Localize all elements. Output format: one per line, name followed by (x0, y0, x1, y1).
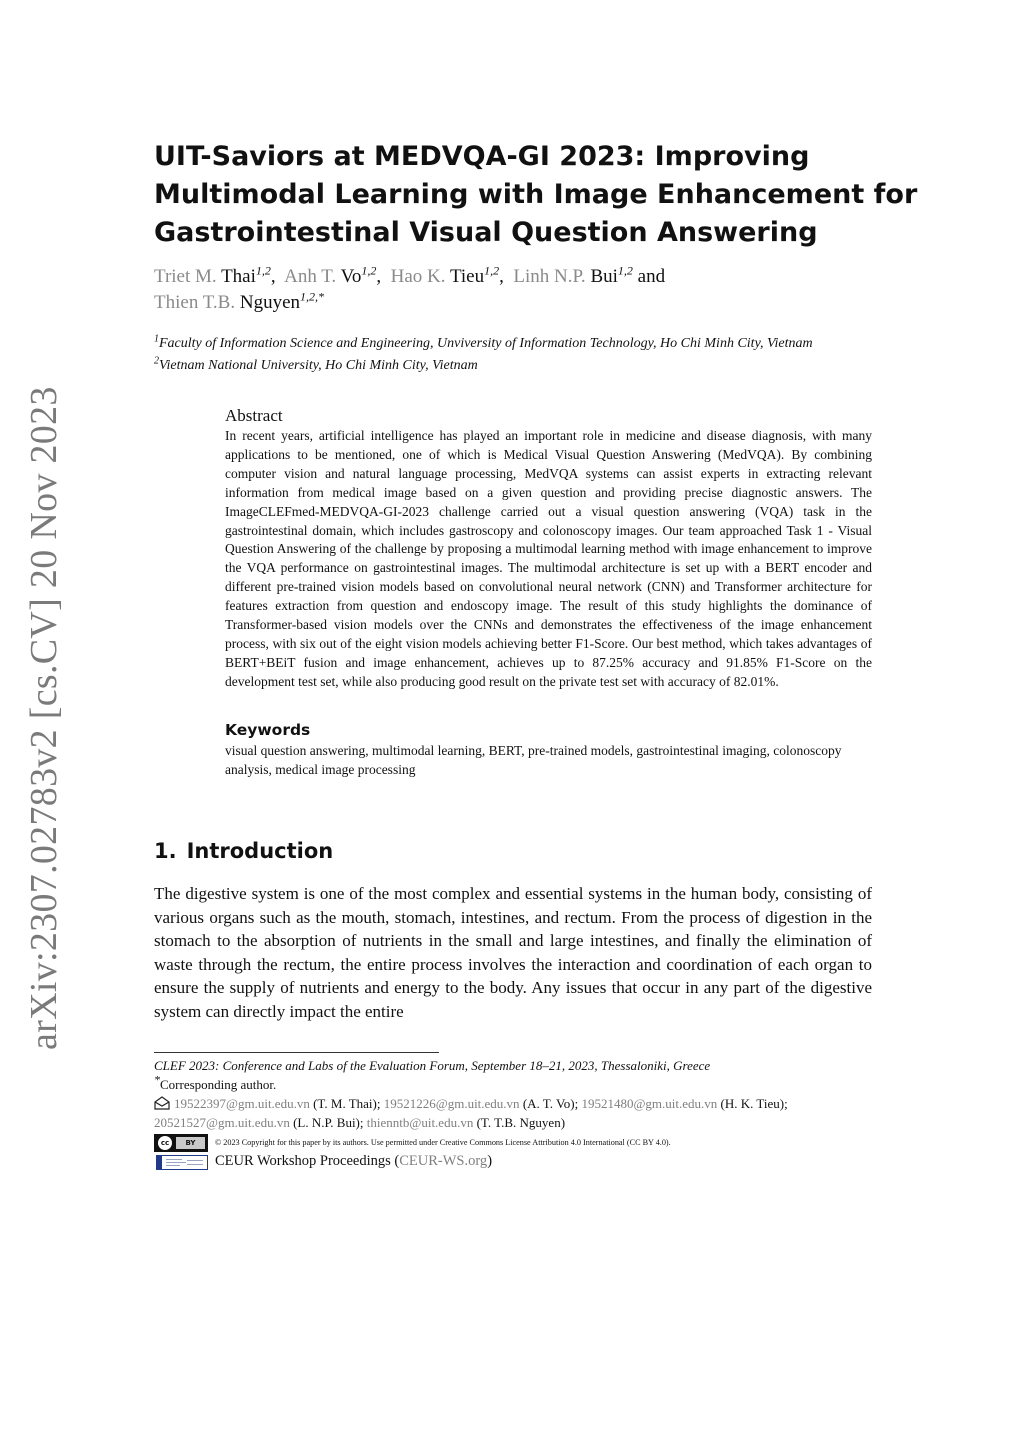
keywords-heading: Keywords (225, 721, 311, 739)
author[interactable]: Triet M. Thai$^{1,2}$ (154, 263, 271, 287)
ceur-row (154, 1152, 872, 1172)
abstract-section (225, 405, 872, 692)
email-link[interactable]: 19521226@gm.uit.edu.vn (383, 1096, 520, 1111)
corresponding-author-note: *Corresponding author. (154, 1072, 277, 1092)
abstract-heading: Abstract (225, 406, 283, 425)
author-conjunction: and (637, 266, 666, 287)
author-line (154, 290, 874, 316)
author[interactable]: Thien T.B. Nguyen$^{1,2,*}$ (154, 289, 324, 313)
author-line: Triet M. Thai$^{1,2}$, Anh T. Vo$^{1,2}$, Hao K. Tieu$^{1,2}$, Linh N.P. Bui$^{1,2}$ and (154, 263, 666, 287)
mail-icon (154, 1096, 170, 1110)
affiliation: $^1$Faculty of Information Science and Engineering, Unviversity of Information Technology, Ho Chi Minh City, Vietnam (154, 333, 813, 351)
email-link[interactable]: 20521527@gm.uit.edu.vn (154, 1115, 290, 1130)
title-line: Gastrointestinal Visual Question Answering (154, 217, 818, 248)
keywords-body: visual question answering, multimodal learning, BERT, pre-trained models, gastrointestinal imaging, colonoscopy analysis, medical image processing (225, 743, 842, 777)
section-heading-introduction (154, 836, 333, 866)
author[interactable]: Hao K. Tieu$^{1,2}$ (390, 263, 500, 287)
footnotes (154, 1056, 872, 1132)
section-number: 1. (154, 839, 177, 863)
author[interactable]: Linh N.P. Bui$^{1,2}$ (513, 263, 633, 287)
abstract-body: In recent years, artificial intelligence has played an important role in medicine and disease diagnosis, with many applications to be mentioned, one of which is Medical Visual Question Answering (MedVQA). By combining computer vision and natural language processing, MedVQA systems can assist experts in extracting relevant information from medical image based on a given question and providing precise diagnostic answers. The ImageCLEFmed-MEDVQA-GI-2023 challenge carried out a visual question answering (VQA) task in the gastrointestinal domain, which includes gastroscopy and colonoscopy images. Our team approached Task 1 - Visual Question Answering of the challenge by proposing a multimodal learning method with image enhancement to improve the VQA performance on gastrointestinal images. The multimodal architecture is set up with a BERT encoder and different pre-trained vision models based on convolutional neural network (CNN) and Transformer architecture for features extraction from question and endoscopy image. The result of this study highlights the dominance of Transformer-based vision models over the CNNs and demonstrates the effectiveness of the image enhancement process, with six out of the eight vision models achieving better F1-Score. Our best method, which takes advantages of BERT+BEiT fusion and image enhancement, achieves up to 87.25% accuracy and 91.85% F1-Score on the development test set, while also producing good result on the private test set with accuracy of 82.01%. (225, 428, 872, 689)
title-line: UIT-Saviors at MEDVQA-GI 2023: Improving (154, 141, 810, 172)
email-link[interactable]: thienntb@uit.edu.vn (366, 1115, 474, 1130)
footnote-divider (154, 1052, 439, 1053)
by-icon: BY (176, 1137, 205, 1149)
license-text: © 2023 Copyright for this paper by its authors. Use permitted under Creative Commons License Attribution 4.0 International (CC BY 4.0). (215, 1138, 671, 1147)
affiliation: $^2$Vietnam National University, Ho Chi Minh City, Vietnam (154, 355, 478, 373)
license-row (154, 1134, 872, 1152)
affiliations (154, 333, 874, 377)
title-line: Multimodal Learning with Image Enhancement for (154, 179, 918, 210)
author[interactable]: Anh T. Vo$^{1,2}$ (284, 263, 377, 287)
author-list (154, 264, 874, 316)
ceur-link[interactable]: CEUR-WS.org (399, 1153, 488, 1169)
email-link[interactable]: 19521480@gm.uit.edu.vn (581, 1096, 718, 1111)
author-emails: 19522397@gm.uit.edu.vn (T. M. Thai); 19521226@gm.uit.edu.vn (A. T. Vo); 19521480@gm.uit.edu.vn (H. K. Tieu); 20521527@gm.uit.edu.vn (L. N.P. Bui); thienntb@uit.edu.vn (T. T.B. Nguyen) (154, 1096, 788, 1130)
paper-title (154, 138, 918, 252)
ceur-logo-icon (156, 1155, 208, 1170)
cc-by-badge[interactable] (154, 1134, 208, 1152)
arxiv-identifier-stamp: arXiv:2307.02783v2 [cs.CV] 20 Nov 2023 (23, 386, 65, 1050)
email-link[interactable]: 19522397@gm.uit.edu.vn (174, 1096, 310, 1111)
introduction-body: The digestive system is one of the most complex and essential systems in the human body, consisting of various organs such as the mouth, stomach, intestines, and rectum. From the process of digestion in the stomach to the absorption of nutrients in the small and large intestines, and finally the elimination of waste through the rectum, the entire process involves the interaction and coordination of each organ to ensure the supply of nutrients and energy to the body. Any issues that occur in any part of the digestive system can directly impact the entire (154, 884, 872, 1021)
cc-icon: cc (158, 1136, 172, 1150)
conference-note: CLEF 2023: Conference and Labs of the Evaluation Forum, September 18–21, 2023, Thessaloniki, Greece (154, 1058, 711, 1073)
ceur-proceedings: CEUR Workshop Proceedings (CEUR-WS.org) (215, 1153, 493, 1169)
section-title: Introduction (186, 839, 334, 863)
keywords-section (225, 719, 872, 779)
